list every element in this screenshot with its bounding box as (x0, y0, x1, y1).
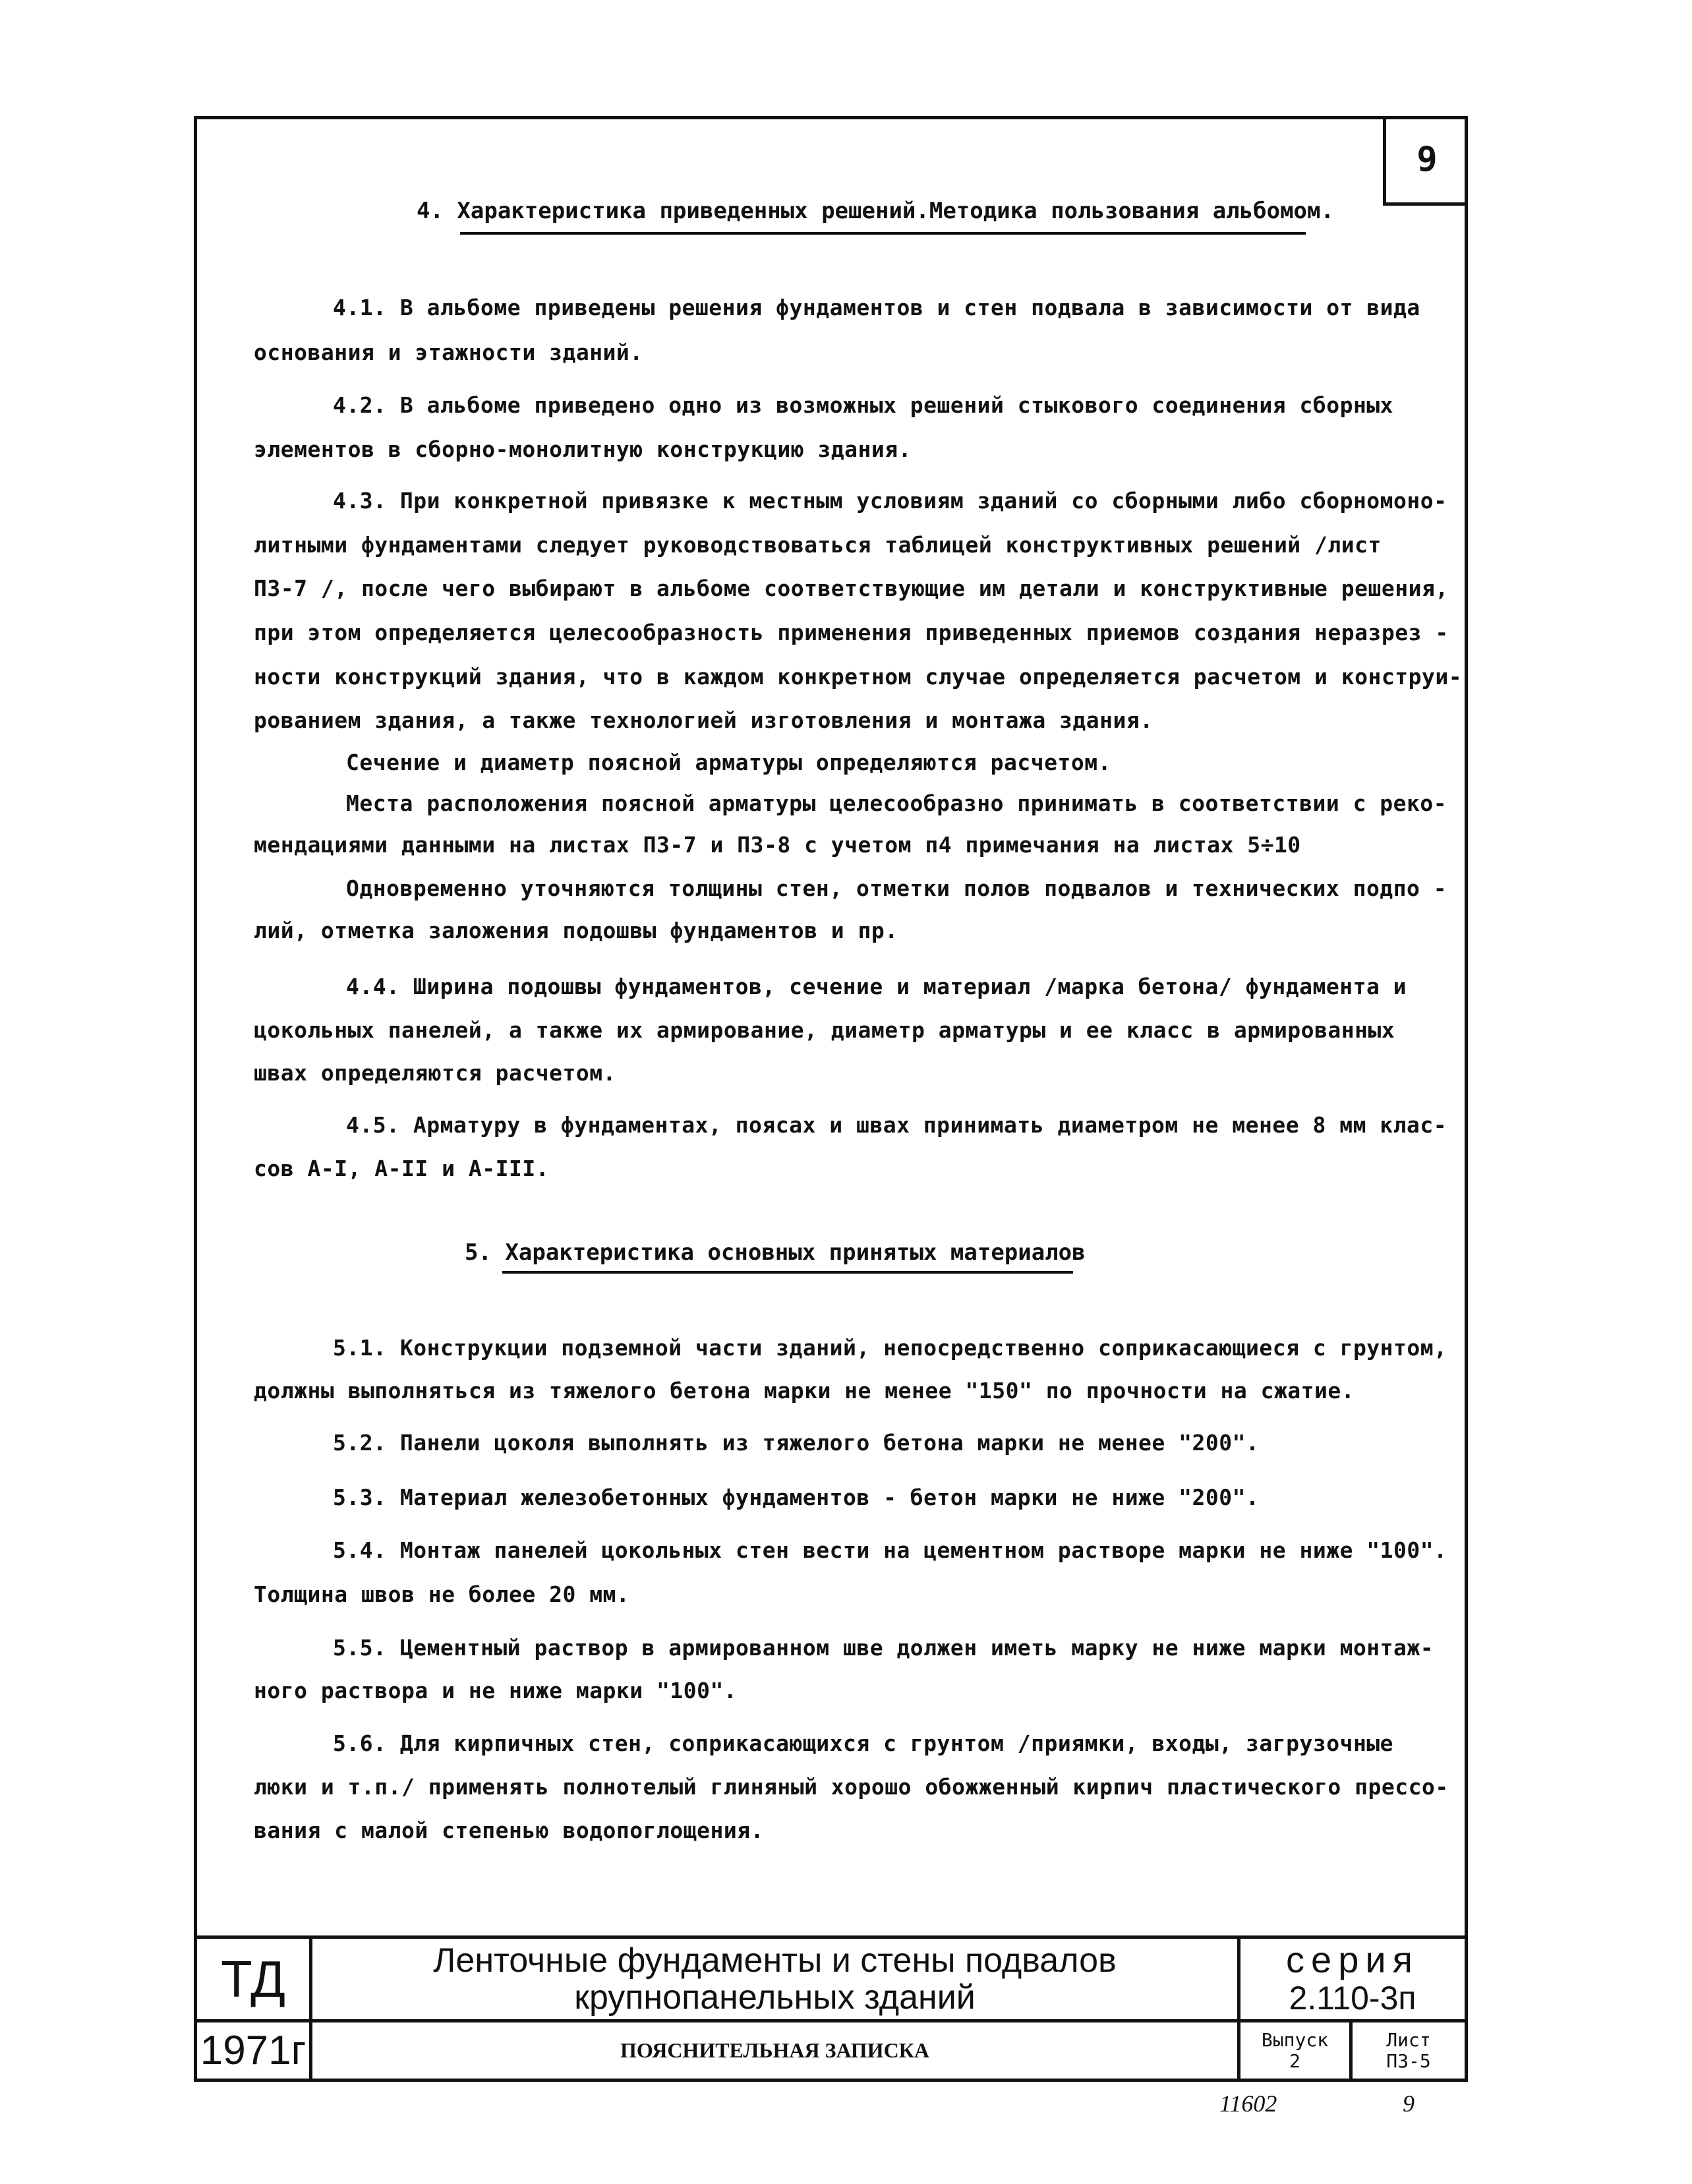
section-4-heading: 4. Характеристика приведенных решений.Методика пользования альбомом. (417, 198, 1334, 224)
s5-line: вания с малой степенью водопоглощения. (254, 1817, 764, 1843)
s5-line: 5.1. Конструкции подземной части зданий, непосредственно соприкасающиеся с грунтом, (333, 1335, 1447, 1361)
stamp-sheet-label: Лист (1386, 2028, 1431, 2051)
s4-line: основания и этажности зданий. (254, 339, 643, 365)
s4-line: Места расположения поясной арматуры целесообразно принимать в соответствии с реко- (346, 790, 1447, 816)
stamp-issue (1240, 2022, 1349, 2079)
section-4-underline (460, 232, 1306, 235)
s4-line: 4.5. Арматуру в фундаментах, поясах и швах принимать диаметром не менее 8 мм клас- (346, 1112, 1447, 1138)
s4-line: 4.1. В альбоме приведены решения фундаментов и стен подвала в зависимости от вида (333, 295, 1420, 320)
s5-line: 5.5. Цементный раствор в армированном шве должен иметь марку не ниже марки монтаж- (333, 1635, 1434, 1661)
stamp-title-line2: крупнопанельных зданий (574, 1978, 976, 2017)
stamp-year: 1971г (200, 2028, 306, 2073)
stamp-title-line1: Ленточные фундаменты и стены подвалов (433, 1941, 1117, 1980)
s4-line: лий, отметка заложения подошвы фундаментов и пр. (254, 918, 898, 943)
section-5-underline (502, 1271, 1073, 1274)
s4-line: швах определяются расчетом. (254, 1060, 616, 1086)
s4-line: Одновременно уточняются толщины стен, отметки полов подвалов и технических подпо - (346, 875, 1447, 901)
s4-line: при этом определяется целесообразность применения приведенных приемов создания неразрез - (254, 620, 1449, 645)
stamp-series (1240, 1939, 1465, 2019)
s5-line: люки и т.п./ применять полнотелый глиняный хорошо обожженный кирпич пластического прессо- (254, 1774, 1449, 1800)
s4-line: литными фундаментами следует руководствоваться таблицей конструктивных решений /лист (254, 532, 1382, 558)
inventory-number: 11602 (1219, 2090, 1277, 2117)
stamp-subtitle: ПОЯСНИТЕЛЬНАЯ ЗАПИСКА (620, 2038, 929, 2062)
title-block (194, 1935, 1468, 2082)
s4-line: цокольных панелей, а также их армирование, диаметр арматуры и ее класс в армированных (254, 1017, 1395, 1043)
s5-line: должны выполняться из тяжелого бетона марки не менее "150" по прочности на сжатие. (254, 1378, 1355, 1403)
section-5-heading: 5. Характеристика основных принятых материалов (465, 1239, 1086, 1266)
s5-line: ного раствора и не ниже марки "100". (254, 1678, 738, 1703)
page-number: 9 (1383, 116, 1468, 206)
s4-line: Сечение и диаметр поясной арматуры определяются расчетом. (346, 750, 1111, 775)
s5-line: 5.3. Материал железобетонных фундаментов - бетон марки не ниже "200". (333, 1485, 1260, 1510)
stamp-org: ТД (221, 1949, 285, 2008)
s4-line: 4.3. При конкретной привязке к местным условиям зданий со сборными либо сборномоно- (333, 488, 1447, 514)
s5-line: Толщина швов не более 20 мм. (254, 1581, 630, 1607)
stamp-sheet (1353, 2022, 1465, 2079)
stamp-series-label: серия (1286, 1939, 1419, 1980)
stamp-issue-value: 2 (1289, 2050, 1300, 2072)
s4-line: ности конструкций здания, что в каждом конкретном случае определяется расчетом и конструи- (254, 664, 1463, 690)
s4-line: 4.2. В альбоме приведено одно из возможных решений стыкового соединения сборных (333, 392, 1394, 418)
s4-line: 4.4. Ширина подошвы фундаментов, сечение и материал /марка бетона/ фундамента и (346, 974, 1407, 999)
s4-line: рованием здания, а также технологией изготовления и монтажа здания. (254, 707, 1153, 733)
s4-line: ПЗ-7 /, после чего выбирают в альбоме соответствующие им детали и конструктивные решения, (254, 576, 1449, 601)
stamp-issue-label: Выпуск (1261, 2028, 1329, 2051)
s4-line: мендациями данными на листах ПЗ-7 и ПЗ-8 с учетом п4 примечания на листах 5÷10 (254, 832, 1301, 858)
s5-line: 5.2. Панели цоколя выполнять из тяжелого бетона марки не менее "200". (333, 1430, 1260, 1456)
footer-page-number: 9 (1403, 2090, 1415, 2117)
s5-line: 5.4. Монтаж панелей цокольных стен вести на цементном растворе марки не ниже "100". (333, 1537, 1447, 1563)
s4-line: сов А-I, А-II и А-III. (254, 1156, 550, 1181)
s4-line: элементов в сборно-монолитную конструкцию здания. (254, 436, 912, 462)
stamp-title (312, 1939, 1237, 2019)
stamp-series-value: 2.110-3п (1289, 1980, 1416, 2017)
s5-line: 5.6. Для кирпичных стен, соприкасающихся с грунтом /приямки, входы, загрузочные (333, 1730, 1394, 1756)
stamp-sheet-value: ПЗ-5 (1386, 2050, 1431, 2072)
